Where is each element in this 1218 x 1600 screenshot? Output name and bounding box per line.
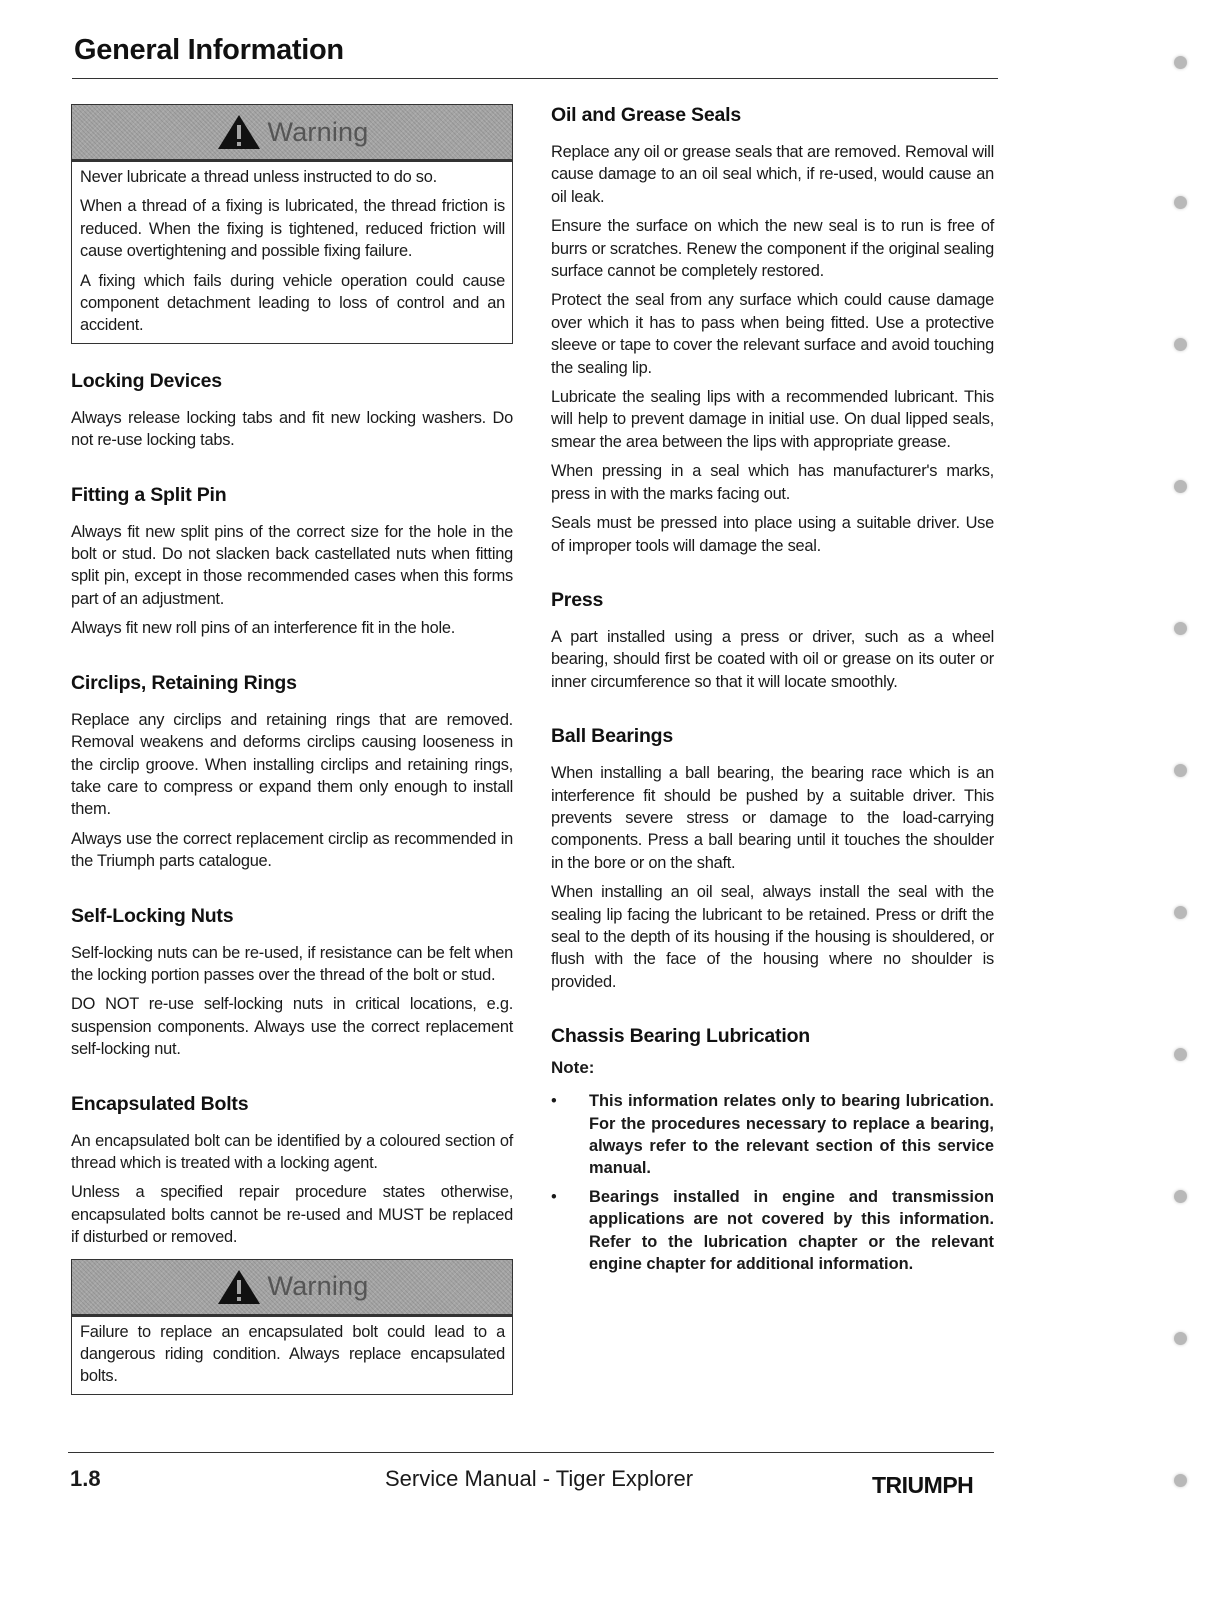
list-item-text: This information relates only to bearing lubrication. For the procedures necessary to replace a bearing, always refer to the relevant section of this service manual. xyxy=(589,1092,994,1178)
note-label: Note: xyxy=(551,1058,595,1078)
section-heading: Self-Locking Nuts xyxy=(71,904,234,927)
footer-page-number: 1.8 xyxy=(70,1466,101,1491)
page-title: General Information xyxy=(74,34,344,66)
punch-hole-icon xyxy=(1174,480,1187,493)
paragraph: Replace any oil or grease seals that are removed. Removal will cause damage to an oil seal which, if re-used, would cause an oil leak. xyxy=(551,143,994,206)
punch-hole-icon xyxy=(1174,1190,1187,1203)
punch-hole-icon xyxy=(1174,56,1187,69)
section-heading: Ball Bearings xyxy=(551,725,674,748)
warning-label: Warning xyxy=(267,116,369,147)
paragraph: Replace any circlips and retaining rings that are removed. Removal weakens and deforms circlips causing looseness in the circlip groove. When installing circlips and retaining rings, take care to compress or expand them only enough to install them. xyxy=(71,710,513,819)
warning-paragraph: Failure to replace an encapsulated bolt could lead to a dangerous riding condition. Always replace encapsulated bolts. xyxy=(80,1322,505,1386)
paragraph: An encapsulated bolt can be identified by a coloured section of thread which is treated with a locking agent. xyxy=(71,1131,513,1172)
section-heading: Press xyxy=(551,588,604,611)
section-heading: Circlips, Retaining Rings xyxy=(71,671,297,694)
footer-title: Service Manual - Tiger Explorer xyxy=(385,1466,694,1491)
note-bullet-list xyxy=(551,1090,994,1275)
section-heading: Locking Devices xyxy=(71,369,222,392)
warning-banner xyxy=(72,105,512,162)
paragraph: When pressing in a seal which has manufacturer's marks, press in with the marks facing out. xyxy=(551,462,994,503)
paragraph: Always fit new split pins of the correct size for the hole in the bolt or stud. Do not slacken back castellated nuts when fitting split pin, except in those recommended cases when this forms part of an adjustment. xyxy=(71,522,513,608)
triumph-logo: TRIUMPH xyxy=(872,1472,974,1498)
punch-hole-icon xyxy=(1174,1474,1187,1487)
section-split-pin xyxy=(71,484,513,640)
header-rule xyxy=(72,78,998,79)
punch-hole-icon xyxy=(1174,764,1187,777)
punch-hole-icon xyxy=(1174,1332,1187,1345)
section-self-locking-nuts xyxy=(71,905,513,1061)
warning-triangle-icon xyxy=(216,113,262,151)
section-encapsulated-bolts xyxy=(71,1093,513,1249)
punch-hole-icon xyxy=(1174,622,1187,635)
paragraph: When installing a ball bearing, the bearing race which is an interference fit should be pushed by a suitable driver. This prevents severe stress or damage to the load-carrying components. Press a ball bearing until it touches the shoulder in the bore or on the shaft. xyxy=(551,764,994,872)
warning-box-thread-lubrication xyxy=(71,104,513,344)
section-heading: Oil and Grease Seals xyxy=(551,104,742,126)
punch-hole-icon xyxy=(1174,338,1187,351)
section-locking-devices xyxy=(71,370,513,452)
section-ball-bearings xyxy=(551,725,994,993)
bullet-icon: • xyxy=(551,1187,557,1206)
warning-body xyxy=(72,162,512,343)
section-heading: Encapsulated Bolts xyxy=(71,1092,249,1115)
punch-hole-icon xyxy=(1174,906,1187,919)
paragraph: When installing an oil seal, always install the seal with the sealing lip facing the lubricant to be retained. Press or drift the seal to the depth of its housing if the housing is shouldered, or flush with the face of the housing where no shoulder is provided. xyxy=(551,883,994,991)
left-column xyxy=(71,104,513,1421)
section-oil-grease-seals xyxy=(551,104,994,557)
paragraph: DO NOT re-use self-locking nuts in critical locations, e.g. suspension components. Always use the correct replacement self-locking nut. xyxy=(71,995,513,1059)
warning-label: Warning xyxy=(267,1271,369,1302)
warning-paragraph: Never lubricate a thread unless instructed to do so. xyxy=(80,168,437,186)
warning-triangle-icon xyxy=(216,1268,262,1306)
right-column xyxy=(551,104,994,1307)
warning-paragraph: When a thread of a fixing is lubricated, the thread friction is reduced. When the fixing is tightened, reduced friction will cause overtightening and possible fixing failure. xyxy=(80,197,505,261)
paragraph: Protect the seal from any surface which could cause damage over which it has to pass when being fitted. Use a protective sleeve or tape to cover the relevant surface and avoid touching the sealing lip. xyxy=(551,291,994,377)
list-item-text: Bearings installed in engine and transmission applications are not covered by this information. Refer to the lubrication chapter or the relevant engine chapter for additional information. xyxy=(589,1187,994,1274)
warning-box-encapsulated-bolt xyxy=(71,1259,513,1395)
paragraph: A part installed using a press or driver, such as a wheel bearing, should first be coated with oil or grease on its outer or inner circumference so that it will locate smoothly. xyxy=(551,627,994,691)
paragraph: Seals must be pressed into place using a suitable driver. Use of improper tools will damage the seal. xyxy=(551,514,994,555)
punch-hole-icon xyxy=(1174,1048,1187,1061)
punch-hole-icon xyxy=(1174,196,1187,209)
paragraph: Lubricate the sealing lips with a recommended lubricant. This will help to prevent damage in initial use. On dual lipped seals, smear the area between the lips with appropriate grease. xyxy=(551,388,994,451)
paragraph: Ensure the surface on which the new seal is to run is free of burrs or scratches. Renew the component if the original sealing surface cannot be completely restored. xyxy=(551,217,994,281)
paragraph: Always use the correct replacement circlip as recommended in the Triumph parts catalogue. xyxy=(71,829,513,871)
warning-body xyxy=(72,1317,512,1394)
paragraph: Self-locking nuts can be re-used, if resistance can be felt when the locking portion passes over the thread of the bolt or stud. xyxy=(71,943,513,984)
list-item xyxy=(551,1090,994,1180)
warning-paragraph: A fixing which fails during vehicle operation could cause component detachment leading to loss of control and an accident. xyxy=(80,271,505,335)
section-heading: Chassis Bearing Lubrication xyxy=(551,1025,810,1048)
paragraph: Always fit new roll pins of an interference fit in the hole. xyxy=(71,619,456,638)
section-press xyxy=(551,589,994,693)
bullet-icon: • xyxy=(551,1092,557,1111)
paragraph: Always release locking tabs and fit new locking washers. Do not re-use locking tabs. xyxy=(71,408,513,450)
paragraph: Unless a specified repair procedure states otherwise, encapsulated bolts cannot be re-used and MUST be replaced if disturbed or removed. xyxy=(71,1183,513,1247)
list-item xyxy=(551,1186,994,1276)
section-circlips xyxy=(71,672,513,873)
footer-rule xyxy=(68,1452,994,1453)
section-heading: Fitting a Split Pin xyxy=(71,483,227,506)
warning-banner xyxy=(72,1260,512,1317)
section-chassis-bearing-lubrication xyxy=(551,1025,994,1275)
